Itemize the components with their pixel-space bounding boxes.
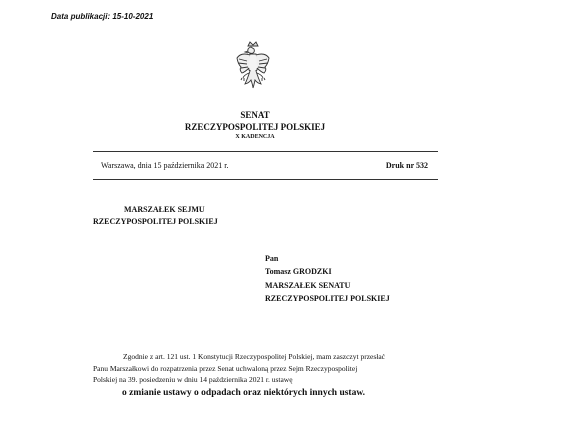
- recipient-country: RZECZYPOSPOLITEJ POLSKIEJ: [93, 217, 218, 226]
- body-line-1: Zgodnie z art. 121 ust. 1 Konstytucji Rzeczypospolitej Polskiej, mam zaszczyt przesłać: [123, 352, 386, 361]
- divider-bottom: [93, 179, 438, 180]
- body-line-3: Polskiej na 39. posiedzeniu w dniu 14 października 2021 r. ustawę: [93, 375, 293, 384]
- print-number: Druk nr 532: [385, 161, 428, 170]
- sender-country: RZECZYPOSPOLITEJ POLSKIEJ: [265, 294, 390, 303]
- act-title: o zmianie ustawy o odpadach oraz niektórych innych ustaw.: [122, 388, 366, 398]
- body-line-2: Panu Marszałkowi do rozpatrzenia przez Senat uchwaloną przez Sejm Rzeczypospolitej: [93, 363, 358, 373]
- body-paragraph: [93, 351, 444, 386]
- institution-term: X KADENCJA: [235, 134, 275, 140]
- sender-title: MARSZAŁEK SENATU: [265, 281, 351, 290]
- polish-eagle-emblem-icon: [233, 40, 273, 96]
- recipient-title: MARSZAŁEK SEJMU: [124, 205, 205, 214]
- institution-country: RZECZYPOSPOLITEJ POLSKIEJ: [184, 122, 326, 132]
- place-date: Warszawa, dnia 15 października 2021 r.: [101, 161, 229, 170]
- divider-top: [93, 151, 438, 152]
- publication-date: Data publikacji: 15-10-2021: [51, 12, 154, 21]
- institution-name: SENAT: [240, 110, 270, 120]
- sender-salutation: Pan: [265, 254, 279, 263]
- sender-name: Tomasz GRODZKI: [265, 267, 332, 276]
